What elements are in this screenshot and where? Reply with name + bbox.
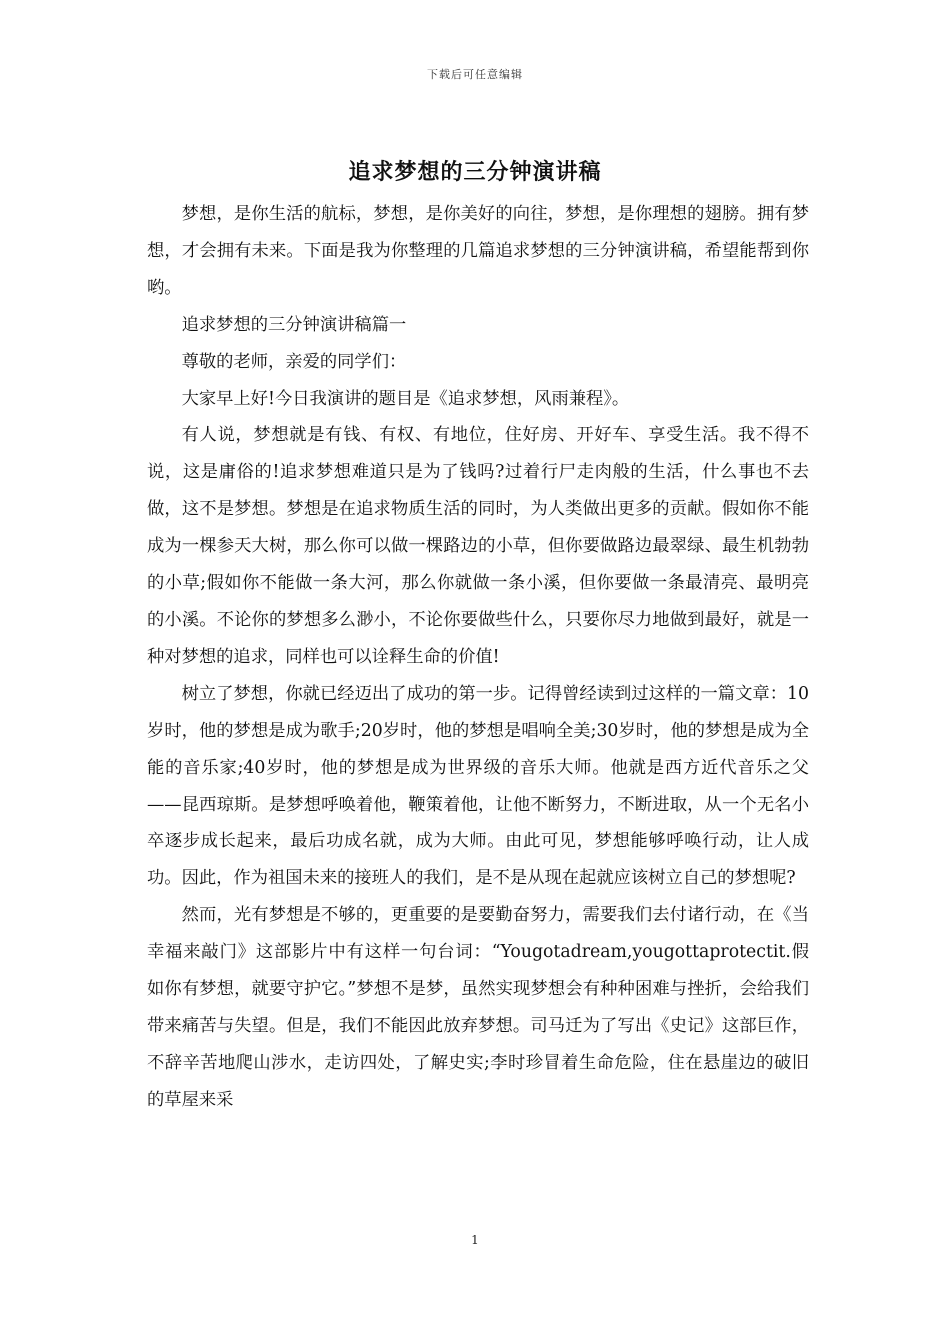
intro-paragraph: 梦想，是你生活的航标，梦想，是你美好的向往，梦想，是你理想的翅膀。拥有梦想，才会拥有未来。下面是我为你整理的几篇追求梦想的三分钟演讲稿，希望能帮到你哟。 <box>147 204 809 298</box>
document-header-note: 下载后可任意编辑 <box>427 68 523 81</box>
page-number: 1 <box>471 1233 479 1247</box>
speech-opening: 大家早上好!今日我演讲的题目是《追求梦想，风雨兼程》。 <box>181 388 630 409</box>
body-paragraph: 树立了梦想，你就已经迈出了成功的第一步。记得曾经读到过这样的一篇文章：10岁时，他的梦想是成为歌手;20岁时，他的梦想是唱响全美;30岁时，他的梦想是成为全能的音乐家;40岁时，他的梦想是成为世界级的音乐大师。他就是西方近代音乐之父——昆西琼斯。是梦想呼唤着他，鞭策着他，让他不断努力，不断进取，从一个无名小卒逐步成长起来，最后功成名就，成为大师。由此可见，梦想能够呼唤行动，让人成功。因此，作为祖国未来的接班人的我们，是不是从现在起就应该树立自己的梦想呢? <box>147 683 809 889</box>
section-heading: 追求梦想的三分钟演讲稿篇一 <box>181 314 407 335</box>
body-paragraph: 然而，光有梦想是不够的，更重要的是要勤奋努力，需要我们去付诸行动，在《当幸福来敲门》这部影片中有这样一句台词：“Yougotadream,yougottaprotectit.假如你有梦想，就要守护它。”梦想不是梦，虽然实现梦想会有种种困难与挫折，会给我们带来痛苦与失望。但是，我们不能因此放弃梦想。司马迁为了写出《史记》这部巨作，不辞辛苦地爬山涉水，走访四处，了解史实;李时珍冒着生命危险，住在悬崖边的破旧的草屋来采 <box>147 905 809 1110</box>
document-body <box>147 196 809 1119</box>
salutation: 尊敬的老师，亲爱的同学们： <box>181 351 407 372</box>
body-paragraph: 有人说，梦想就是有钱、有权、有地位，住好房、开好车、享受生活。我不得不说，这是庸俗的!追求梦想难道只是为了钱吗?过着行尸走肉般的生活，什么事也不去做，这不是梦想。梦想是在追求物质生活的同时，为人类做出更多的贡献。假如你不能成为一棵参天大树，那么你可以做一棵路边的小草，但你要做路边最翠绿、最生机勃勃的小草;假如你不能做一条大河，那么你就做一条小溪，但你要做一条最清亮、最明亮的小溪。不论你的梦想多么渺小，不论你要做些什么，只要你尽力地做到最好，就是一种对梦想的追求，同样也可以诠释生命的价值! <box>147 425 809 667</box>
page-title: 追求梦想的三分钟演讲稿 <box>348 160 602 185</box>
